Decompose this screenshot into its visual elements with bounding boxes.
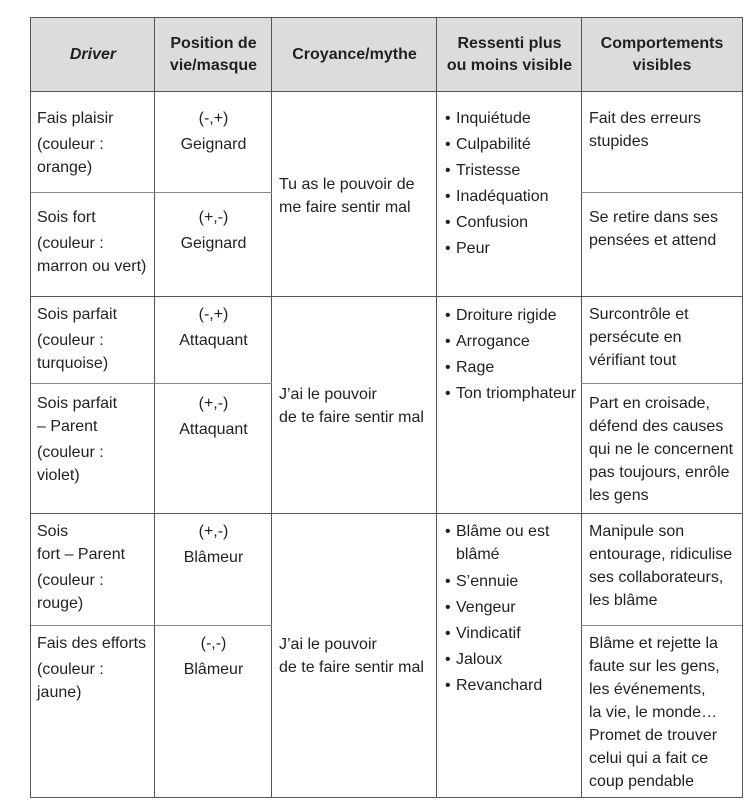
- header-position-line: Position de: [170, 35, 257, 52]
- row-divider: [581, 625, 742, 626]
- driver-name: Fais des efforts: [37, 635, 147, 652]
- ressenti-cell: [445, 106, 585, 262]
- comportement-line: coup pendable: [589, 773, 694, 790]
- driver-color: marron ou vert): [37, 258, 147, 275]
- comportement-line: Part en croisade,: [589, 395, 710, 412]
- header-ressenti-line: ou moins visible: [446, 57, 573, 74]
- header-position: [155, 18, 272, 92]
- comportement-cell: [589, 392, 739, 507]
- row-divider: [581, 383, 742, 384]
- comportement-line: Blâme et rejette la: [589, 635, 718, 652]
- comportement-cell: [589, 520, 739, 612]
- driver-name: Sois fort: [37, 209, 96, 226]
- position-cell: [155, 520, 272, 569]
- header-position-line: vie/masque: [169, 57, 258, 74]
- driver-color-label: (couleur :: [37, 235, 104, 252]
- croyance-line: J’ai le pouvoir: [279, 386, 377, 403]
- driver-color-label: (couleur :: [37, 444, 104, 461]
- ressenti-item: • Jaloux: [445, 647, 585, 673]
- header-ressenti-line: Ressenti plus: [457, 35, 562, 52]
- ressenti-item: [445, 520, 585, 566]
- croyance-line: de te faire sentir mal: [279, 409, 424, 426]
- mask-name: Geignard: [180, 136, 247, 153]
- ressenti-cell: [445, 303, 585, 407]
- comportement-cell: [589, 632, 739, 793]
- ressenti-cell: [445, 520, 585, 699]
- comportement-line: défend des causes: [589, 418, 724, 435]
- ressenti-item: • Inadéquation: [445, 184, 585, 210]
- group-divider: [31, 513, 742, 514]
- comportement-line: qui ne le concernent: [589, 441, 734, 458]
- comportement-line: pas toujours, enrôle: [589, 464, 730, 481]
- mask-name: Attaquant: [179, 332, 248, 349]
- ressenti-item: • Culpabilité: [445, 132, 585, 158]
- comportement-line: Surcontrôle et: [589, 306, 689, 323]
- position-cell: [155, 206, 272, 255]
- position-cell: [155, 303, 272, 352]
- comportement-line: Manipule son: [589, 523, 685, 540]
- position-value: (+,-): [198, 209, 229, 226]
- ressenti-item: • Ton triomphateur: [445, 381, 585, 407]
- driver-color: rouge): [37, 595, 84, 612]
- driver-color: violet): [37, 467, 80, 484]
- driver-cell: [37, 107, 155, 179]
- driver-color-label: (couleur :: [37, 136, 104, 153]
- group-divider: [31, 296, 742, 297]
- ressenti-item: • Vengeur: [445, 595, 585, 621]
- comportement-line: les blâme: [589, 592, 658, 609]
- driver-cell: [37, 392, 155, 487]
- header-comportements-line: Comportements: [600, 35, 724, 52]
- ressenti-item: • Peur: [445, 236, 585, 262]
- comportement-line: la vie, le monde…: [589, 704, 718, 721]
- position-value: (+,-): [198, 395, 229, 412]
- ressenti-item-text: Blâme ou est blâmé: [456, 523, 550, 563]
- driver-color: jaune): [37, 684, 82, 701]
- driver-cell: [37, 632, 155, 704]
- comportement-line: les événements,: [589, 681, 706, 698]
- comportement-line: les gens: [589, 487, 649, 504]
- position-value: (+,-): [198, 523, 229, 540]
- comportement-line: celui qui a fait ce: [589, 750, 709, 767]
- position-value: (-,+): [198, 306, 229, 323]
- header-croyance: [272, 18, 437, 92]
- header-driver-text: Driver: [69, 46, 117, 63]
- driver-name: – Parent: [37, 418, 98, 435]
- comportement-line: Promet de trouver: [589, 727, 718, 744]
- comportement-line: persécute en: [589, 329, 682, 346]
- driver-name: fort – Parent: [37, 546, 126, 563]
- ressenti-item: • Revanchard: [445, 673, 585, 699]
- ressenti-item: • Confusion: [445, 210, 585, 236]
- comportement-line: entourage, ridiculise: [589, 546, 733, 563]
- comportement-cell: [589, 303, 739, 372]
- ressenti-item: • S’ennuie: [445, 569, 585, 595]
- croyance-line: de te faire sentir mal: [279, 659, 424, 676]
- driver-cell: [37, 303, 155, 375]
- croyance-cell: [279, 383, 439, 429]
- row-divider: [31, 383, 272, 384]
- mask-name: Blâmeur: [183, 661, 244, 678]
- header-driver: [31, 18, 155, 92]
- mask-name: Attaquant: [179, 421, 248, 438]
- position-cell: [155, 107, 272, 156]
- header-ressenti: [437, 18, 582, 92]
- header-comportements: [582, 18, 742, 92]
- ressenti-item: • Droiture rigide: [445, 303, 585, 329]
- comportement-cell: [589, 206, 739, 252]
- comportement-line: ses collaborateurs,: [589, 569, 724, 586]
- comportement-line: Fait des erreurs: [589, 110, 702, 127]
- mask-name: Geignard: [180, 235, 247, 252]
- driver-cell: [37, 206, 155, 278]
- comportement-line: vérifiant tout: [589, 352, 677, 369]
- position-value: (-,+): [198, 110, 229, 127]
- comportement-line: stupides: [589, 133, 649, 150]
- comportement-line: Se retire dans ses: [589, 209, 718, 226]
- position-value: (-,-): [200, 635, 227, 652]
- driver-name: Sois: [37, 523, 69, 540]
- croyance-cell: [279, 633, 439, 679]
- row-divider: [31, 192, 272, 193]
- header-croyance-text: Croyance/mythe: [292, 46, 417, 63]
- driver-color: orange): [37, 159, 93, 176]
- driver-color-label: (couleur :: [37, 572, 104, 589]
- ressenti-item: • Rage: [445, 355, 585, 381]
- ressenti-item: • Inquiétude: [445, 106, 585, 132]
- row-divider: [581, 192, 742, 193]
- driver-name: Sois parfait: [37, 306, 118, 323]
- driver-cell: [37, 520, 155, 615]
- croyance-line: Tu as le pouvoir de: [279, 176, 415, 193]
- driver-color-label: (couleur :: [37, 661, 104, 678]
- comportement-line: faute sur les gens,: [589, 658, 720, 675]
- croyance-line: J’ai le pouvoir: [279, 636, 377, 653]
- row-divider: [31, 625, 272, 626]
- ressenti-item: • Tristesse: [445, 158, 585, 184]
- ressenti-item: • Arrogance: [445, 329, 585, 355]
- header-comportements-line: visibles: [632, 57, 692, 74]
- driver-color-label: (couleur :: [37, 332, 104, 349]
- croyance-line: me faire sentir mal: [279, 199, 411, 216]
- driver-name: Fais plaisir: [37, 110, 114, 127]
- comportement-cell: [589, 107, 739, 153]
- driver-name: Sois parfait: [37, 395, 118, 412]
- comportement-line: pensées et attend: [589, 232, 717, 249]
- position-cell: [155, 392, 272, 441]
- position-cell: [155, 632, 272, 681]
- croyance-cell: [279, 173, 439, 219]
- drivers-table: [30, 17, 743, 798]
- driver-color: turquoise): [37, 355, 109, 372]
- mask-name: Blâmeur: [183, 549, 244, 566]
- ressenti-item: • Vindicatif: [445, 621, 585, 647]
